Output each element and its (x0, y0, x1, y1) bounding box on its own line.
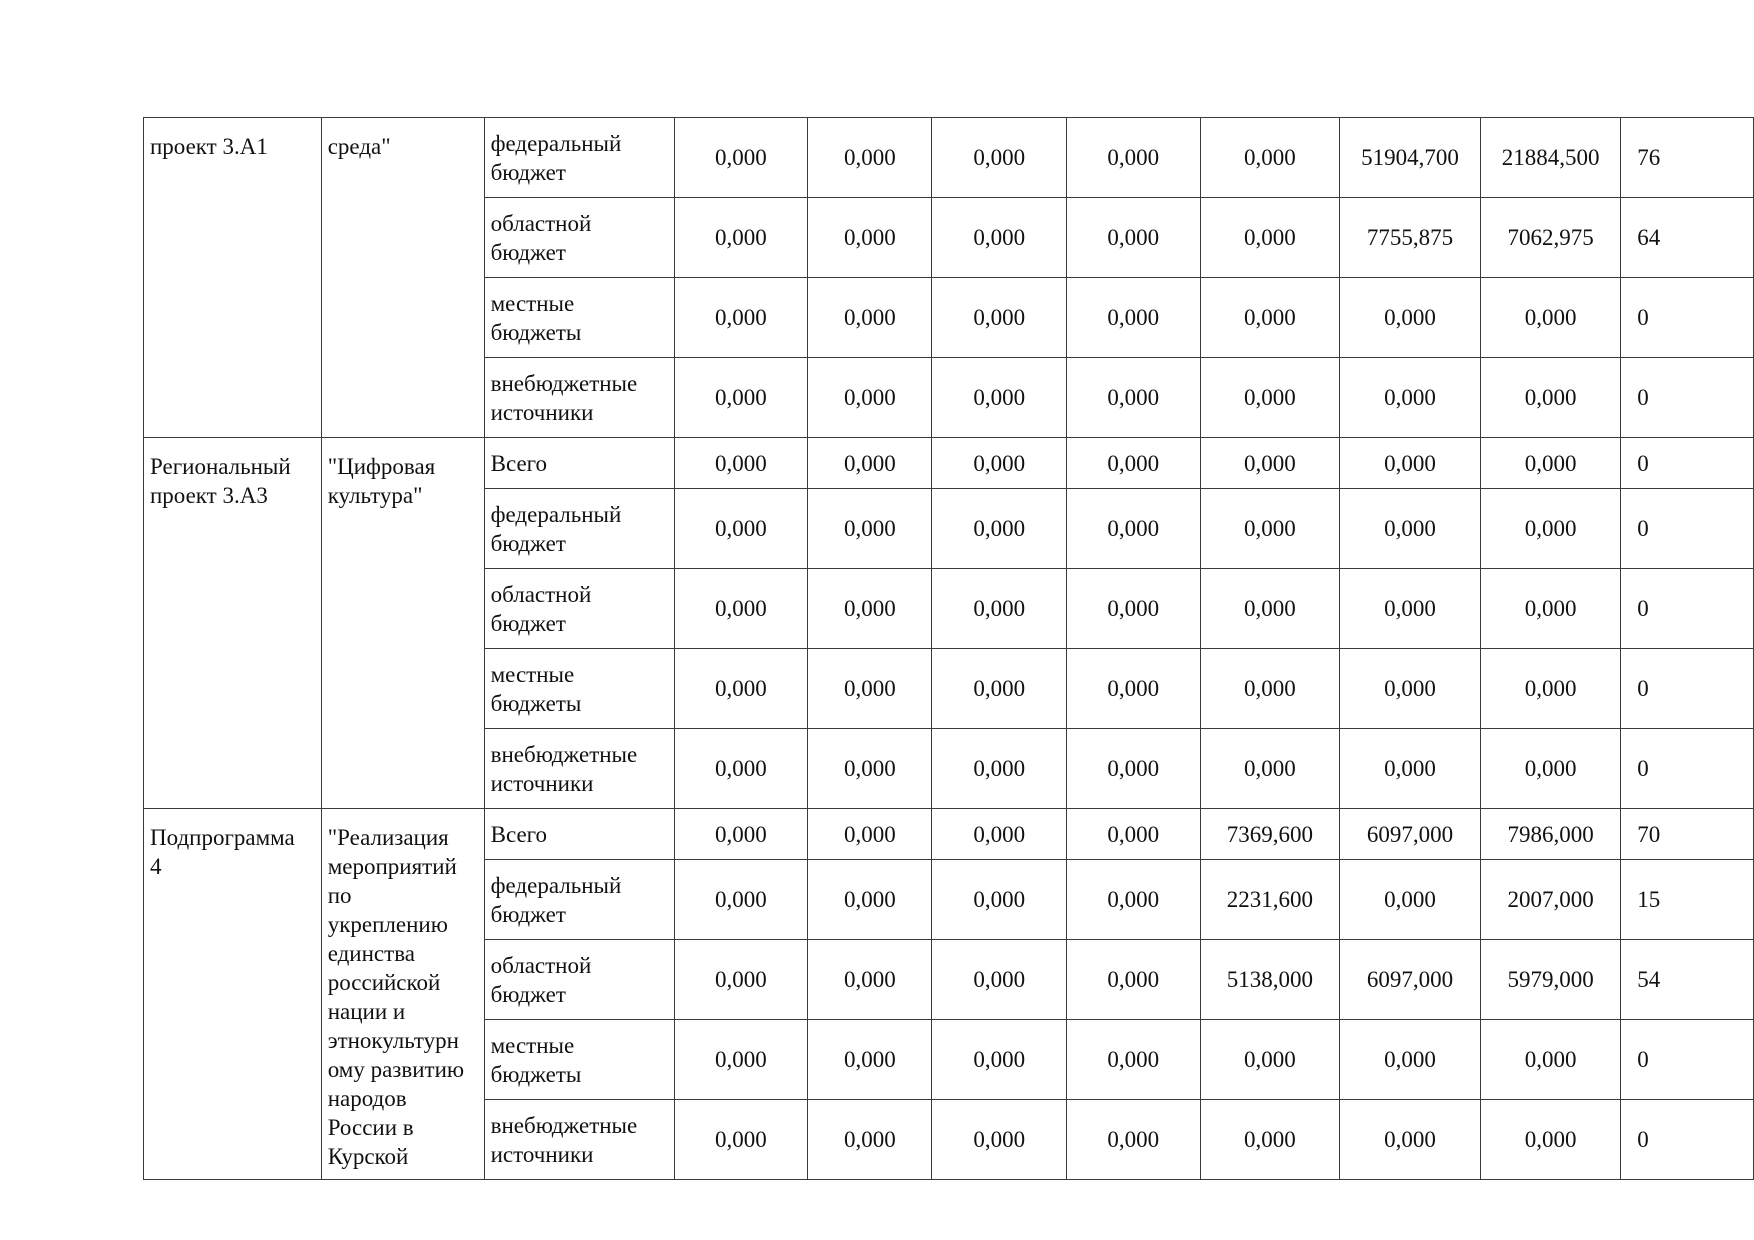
value-cell: 0,000 (932, 649, 1067, 729)
value-cell: 7755,875 (1340, 198, 1481, 278)
value-cell: 0,000 (674, 649, 808, 729)
value-cell: 0,000 (1200, 118, 1339, 198)
value-cell: 0,000 (932, 1100, 1067, 1180)
value-cell: 0,000 (1200, 729, 1339, 809)
value-cell: 0,000 (1066, 1020, 1200, 1100)
value-cell: 0,000 (1481, 569, 1621, 649)
value-cell: 0,000 (932, 118, 1067, 198)
value-cell: 0,000 (1200, 649, 1339, 729)
value-cell: 0,000 (1066, 860, 1200, 940)
value-cell: 0,000 (1066, 198, 1200, 278)
value-cell: 0,000 (932, 809, 1067, 860)
value-cell: 54 (1621, 940, 1754, 1020)
value-cell: 0,000 (808, 1020, 932, 1100)
value-cell: 0,000 (1200, 1020, 1339, 1100)
funding-source-cell: федеральный бюджет (484, 489, 674, 569)
value-cell: 0,000 (1340, 649, 1481, 729)
value-cell: 0,000 (1481, 438, 1621, 489)
value-cell: 0,000 (1340, 569, 1481, 649)
value-cell: 15 (1621, 860, 1754, 940)
program-title: среда" (327, 134, 391, 159)
value-cell: 0,000 (674, 729, 808, 809)
value-cell: 0,000 (674, 569, 808, 649)
funding-source-cell: местные бюджеты (484, 278, 674, 358)
value-cell: 0,000 (1481, 278, 1621, 358)
value-cell: 0,000 (1340, 1020, 1481, 1100)
value-cell: 0,000 (1066, 729, 1200, 809)
value-cell: 0,000 (674, 1020, 808, 1100)
program-title-cell (321, 438, 484, 809)
value-cell: 0,000 (808, 489, 932, 569)
value-cell: 0,000 (1066, 278, 1200, 358)
value-cell: 0,000 (1481, 489, 1621, 569)
value-cell: 0,000 (1200, 198, 1339, 278)
value-cell: 0,000 (1066, 438, 1200, 489)
value-cell: 0,000 (932, 489, 1067, 569)
value-cell: 0,000 (1481, 1020, 1621, 1100)
program-code-cell (144, 118, 322, 438)
value-cell: 0,000 (1200, 358, 1339, 438)
value-cell: 0,000 (1340, 438, 1481, 489)
value-cell: 0,000 (808, 198, 932, 278)
value-cell: 0,000 (932, 278, 1067, 358)
value-cell: 7986,000 (1481, 809, 1621, 860)
funding-source-cell: федеральный бюджет (484, 118, 674, 198)
value-cell: 0,000 (674, 118, 808, 198)
value-cell: 0,000 (808, 358, 932, 438)
value-cell: 0,000 (808, 1100, 932, 1180)
value-cell: 0 (1621, 438, 1754, 489)
table-row (144, 438, 1754, 489)
value-cell: 0,000 (932, 358, 1067, 438)
program-code-cell (144, 809, 322, 1180)
value-cell: 0,000 (1340, 278, 1481, 358)
funding-source-cell: местные бюджеты (484, 1020, 674, 1100)
value-cell: 0,000 (674, 278, 808, 358)
value-cell: 0,000 (1066, 809, 1200, 860)
value-cell: 0 (1621, 569, 1754, 649)
value-cell: 0,000 (1066, 358, 1200, 438)
value-cell: 0,000 (1066, 649, 1200, 729)
value-cell: 0,000 (808, 569, 932, 649)
value-cell: 0,000 (674, 358, 808, 438)
value-cell: 0,000 (1481, 1100, 1621, 1180)
value-cell: 21884,500 (1481, 118, 1621, 198)
value-cell: 0,000 (932, 438, 1067, 489)
value-cell: 0,000 (674, 198, 808, 278)
value-cell: 0,000 (1066, 940, 1200, 1020)
value-cell: 2007,000 (1481, 860, 1621, 940)
funding-source-cell: местные бюджеты (484, 649, 674, 729)
value-cell: 0,000 (808, 438, 932, 489)
program-title-cell (321, 118, 484, 438)
value-cell: 0,000 (808, 278, 932, 358)
value-cell: 0,000 (1340, 1100, 1481, 1180)
value-cell: 5979,000 (1481, 940, 1621, 1020)
program-code: Региональный проект 3.А3 (150, 454, 291, 508)
program-title-cell (321, 809, 484, 1180)
value-cell: 0,000 (674, 1100, 808, 1180)
funding-source-cell: Всего (484, 438, 674, 489)
value-cell: 0,000 (1200, 1100, 1339, 1180)
value-cell: 0 (1621, 489, 1754, 569)
funding-source-cell: областной бюджет (484, 940, 674, 1020)
value-cell: 0,000 (1200, 438, 1339, 489)
value-cell: 0,000 (1200, 489, 1339, 569)
funding-source-cell: внебюджетные источники (484, 729, 674, 809)
value-cell: 0,000 (1481, 649, 1621, 729)
value-cell: 0 (1621, 358, 1754, 438)
value-cell: 0,000 (1481, 729, 1621, 809)
program-code: Подпрограмма 4 (150, 825, 295, 879)
value-cell: 0 (1621, 649, 1754, 729)
value-cell: 0,000 (674, 809, 808, 860)
funding-source-cell: областной бюджет (484, 198, 674, 278)
table-row (144, 809, 1754, 860)
value-cell: 0,000 (674, 489, 808, 569)
value-cell: 0,000 (1066, 569, 1200, 649)
value-cell: 51904,700 (1340, 118, 1481, 198)
value-cell: 0,000 (932, 940, 1067, 1020)
program-code-cell (144, 438, 322, 809)
value-cell: 70 (1621, 809, 1754, 860)
value-cell: 0,000 (674, 940, 808, 1020)
value-cell: 0,000 (808, 940, 932, 1020)
value-cell: 0,000 (1066, 489, 1200, 569)
value-cell: 0,000 (1200, 569, 1339, 649)
value-cell: 6097,000 (1340, 809, 1481, 860)
value-cell: 0,000 (1066, 118, 1200, 198)
value-cell: 0,000 (1200, 278, 1339, 358)
value-cell: 0,000 (932, 860, 1067, 940)
value-cell: 0,000 (1066, 1100, 1200, 1180)
value-cell: 0,000 (808, 649, 932, 729)
value-cell: 0 (1621, 729, 1754, 809)
value-cell: 0,000 (1481, 358, 1621, 438)
value-cell: 0 (1621, 1100, 1754, 1180)
program-code: проект 3.А1 (150, 134, 268, 159)
value-cell: 0,000 (808, 809, 932, 860)
value-cell: 0,000 (932, 1020, 1067, 1100)
value-cell: 0,000 (808, 118, 932, 198)
value-cell: 76 (1621, 118, 1754, 198)
value-cell: 0,000 (932, 569, 1067, 649)
table-row (144, 118, 1754, 198)
value-cell: 0,000 (674, 860, 808, 940)
program-title: "Цифровая культура" (327, 454, 436, 508)
value-cell: 0,000 (674, 438, 808, 489)
value-cell: 0,000 (808, 860, 932, 940)
value-cell: 7062,975 (1481, 198, 1621, 278)
value-cell: 0,000 (932, 729, 1067, 809)
funding-source-cell: внебюджетные источники (484, 1100, 674, 1180)
value-cell: 0,000 (932, 198, 1067, 278)
funding-source-cell: областной бюджет (484, 569, 674, 649)
value-cell: 0,000 (1340, 358, 1481, 438)
value-cell: 0 (1621, 278, 1754, 358)
value-cell: 0 (1621, 1020, 1754, 1100)
funding-source-cell: Всего (484, 809, 674, 860)
budget-table (143, 117, 1754, 1180)
value-cell: 2231,600 (1200, 860, 1339, 940)
program-title: "Реализация мероприятий по укреплению единства российской нации и этнокультурн ому развитию народов России в Курской (327, 825, 465, 1169)
value-cell: 64 (1621, 198, 1754, 278)
value-cell: 5138,000 (1200, 940, 1339, 1020)
funding-source-cell: федеральный бюджет (484, 860, 674, 940)
funding-source-cell: внебюджетные источники (484, 358, 674, 438)
value-cell: 0,000 (808, 729, 932, 809)
value-cell: 0,000 (1340, 860, 1481, 940)
value-cell: 0,000 (1340, 729, 1481, 809)
value-cell: 0,000 (1340, 489, 1481, 569)
value-cell: 7369,600 (1200, 809, 1339, 860)
value-cell: 6097,000 (1340, 940, 1481, 1020)
